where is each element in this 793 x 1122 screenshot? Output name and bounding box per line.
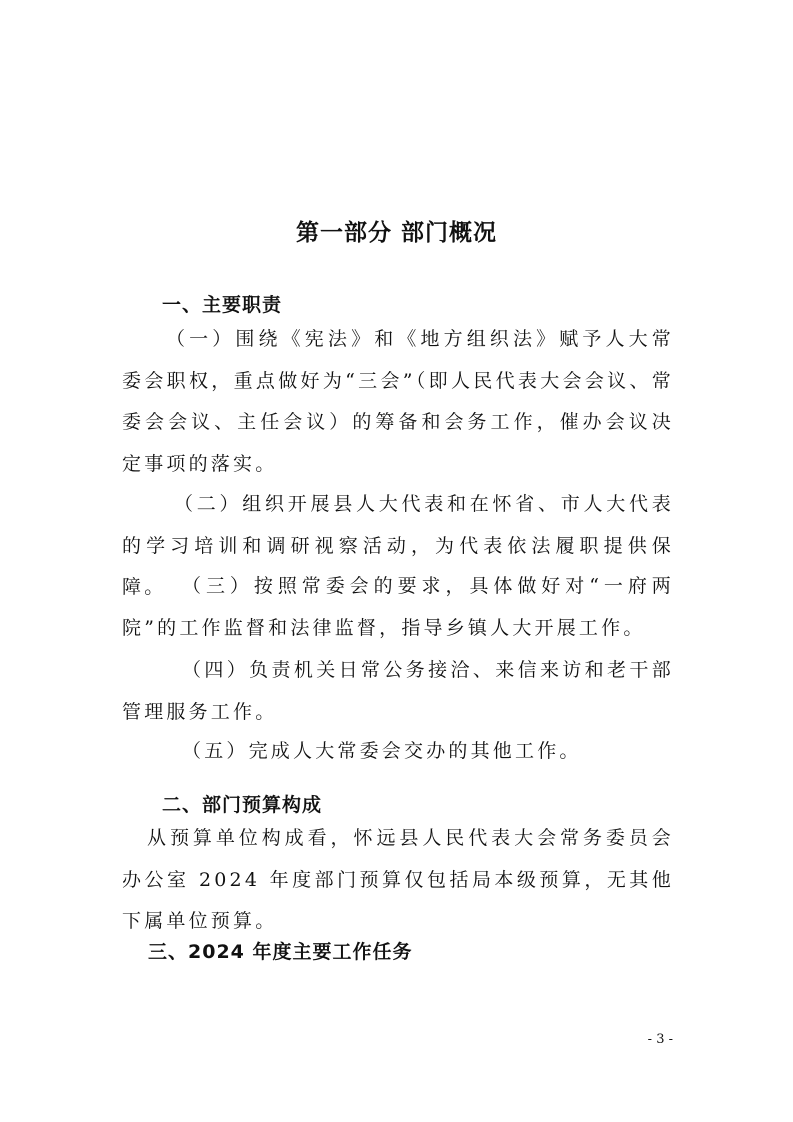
page-title: 第一部分 部门概况	[295, 220, 497, 246]
paragraph-duty-3: （三）按照常委会的要求，具体做好对“一府两院”的工作监督和法律监督，指导乡镇人大开展工作。	[122, 575, 674, 639]
section-heading-main-duties: 一、主要职责	[162, 294, 283, 316]
paragraph-duty-1: （一）围绕《宪法》和《地方组织法》赋予人大常委会职权，重点做好为“三会”（即人民代表大会会议、常委会会议、主任会议）的筹备和会务工作，催办会议决定事项的落实。	[122, 328, 674, 475]
page-number: - 3 -	[647, 1032, 673, 1047]
section-heading-budget-composition: 二、部门预算构成	[162, 794, 323, 816]
paragraph-duty-4: （四）负责机关日常公务接洽、来信来访和老干部管理服务工作。	[122, 659, 674, 723]
paragraph-duty-2: （二）组织开展县人大代表和在怀省、市人大代表的学习培训和调研视察活动，为代表依法履职提供保障。	[122, 493, 674, 598]
paragraph-budget-composition: 从预算单位构成看，怀远县人民代表大会常务委员会办公室 2024 年度部门预算仅包括局本级预算，无其他下属单位预算。	[122, 827, 674, 932]
paragraph-duty-5: （五）完成人大常委会交办的其他工作。	[182, 740, 582, 762]
section-heading-main-tasks: 三、2024 年度主要工作任务	[148, 941, 413, 963]
